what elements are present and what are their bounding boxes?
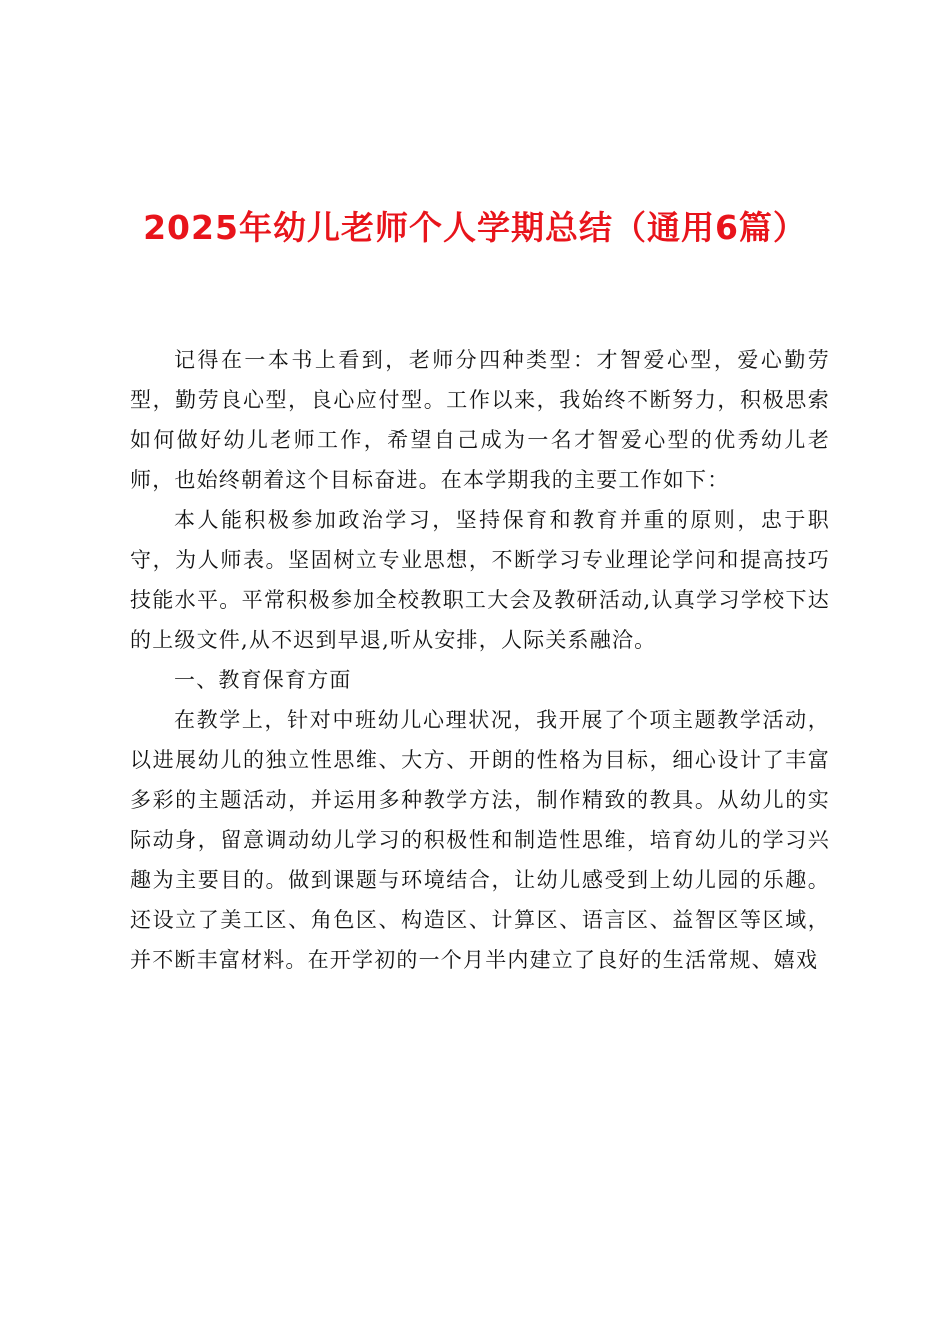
paragraph-politics: 本人能积极参加政治学习，坚持保育和教育并重的原则，忠于职守，为人师表。坚固树立专业思想，不断学习专业理论学问和提高技巧技能水平。平常积极参加全校教职工大会及教研活动,认真学习学校下达的上级文件,从不迟到早退,听从安排，人际关系融洽。 [130,508,830,652]
section-heading: 一、教育保育方面 [174,668,352,692]
document-title: 2025年幼儿老师个人学期总结（通用6篇） [143,208,807,248]
document-body [130,340,830,980]
paragraph-teaching: 在教学上，针对中班幼儿心理状况，我开展了个项主题教学活动，以进展幼儿的独立性思维、大方、开朗的性格为目标，细心设计了丰富多彩的主题活动，并运用多种教学方法，制作精致的教具。从幼儿的实际动身，留意调动幼儿学习的积极性和制造性思维，培育幼儿的学习兴趣为主要目的。做到课题与环境结合，让幼儿感受到上幼儿园的乐趣。还设立了美工区、角色区、构造区、计算区、语言区、益智区等区域，并不断丰富材料。在开学初的一个月半内建立了良好的生活常规、嬉戏 [130,708,830,972]
paragraph-intro: 记得在一本书上看到，老师分四种类型：才智爱心型，爱心勤劳型，勤劳良心型，良心应付型。工作以来，我始终不断努力，积极思索如何做好幼儿老师工作，希望自己成为一名才智爱心型的优秀幼儿老师，也始终朝着这个目标奋进。在本学期我的主要工作如下： [130,348,830,492]
